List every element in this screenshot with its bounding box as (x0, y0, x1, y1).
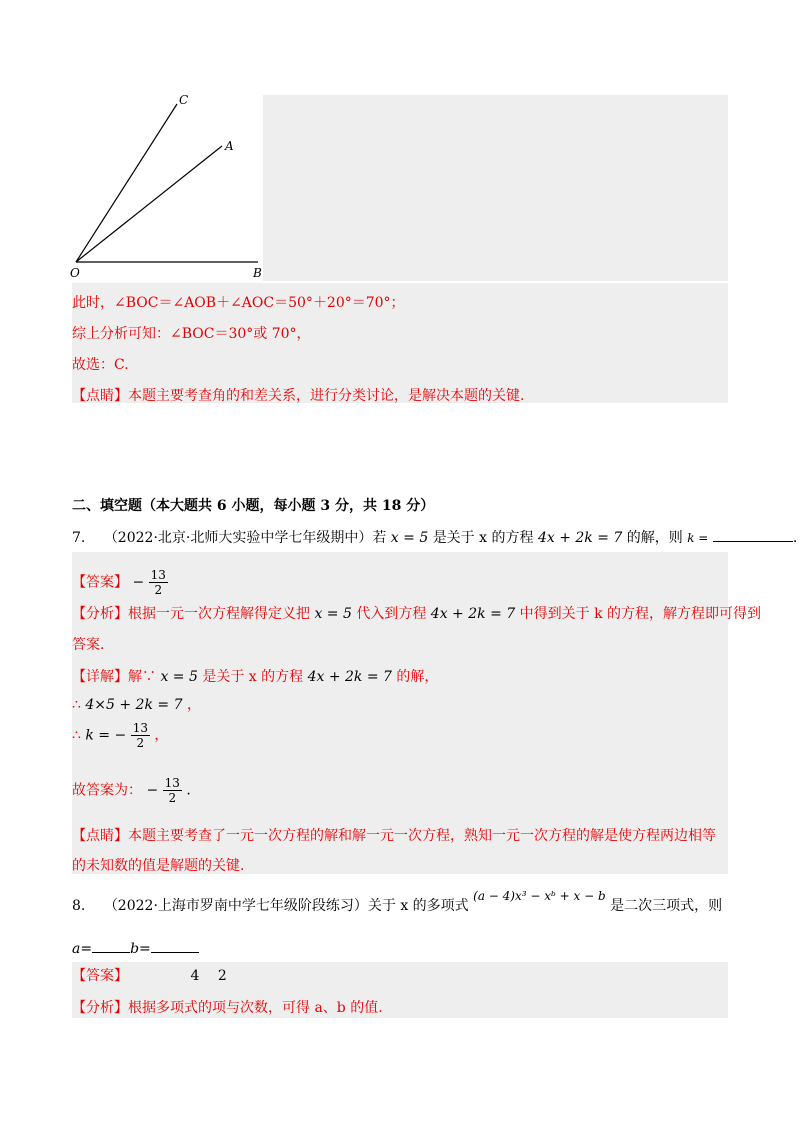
xiangjie-eq: 4x + 2k = 7 (307, 669, 392, 685)
therefore-symbol: ∴ (72, 727, 81, 744)
fenxi-text-b: 代入到方程 (356, 606, 427, 622)
final-answer-label: 故答案为： (72, 782, 142, 799)
xiangjie-tag: 【详解】 (72, 669, 128, 685)
q8-answer (72, 966, 227, 986)
q6-line1: 此时，∠BOC＝∠AOB＋∠AOC＝50°＋20°＝70°； (72, 295, 405, 311)
q7-fenxi-1 (72, 604, 761, 624)
fenxi-eq: 4x + 2k = 7 (430, 606, 516, 622)
angle-figure (60, 90, 270, 280)
step1-equation: 4×5 + 2k = 7 (85, 697, 183, 713)
label-o: O (70, 266, 80, 280)
step2-lhs: k = − (85, 727, 127, 744)
answer-fraction (149, 568, 168, 597)
dianjing-text-1: 本题主要考查了一元一次方程的解和解一元一次方程，熟知一元一次方程的解是使方程两边相等 (128, 828, 716, 844)
section-heading: 二、填空题（本大题共 6 小题，每小题 3 分，共 18 分） (72, 498, 435, 514)
ray-oa (76, 146, 222, 262)
q7-dianjing-2: 的未知数的值是解题的关键. (72, 858, 245, 874)
xiangjie-text-a: 解∵ (128, 669, 156, 685)
answer-tag: 【答案】 (72, 574, 128, 591)
fenxi-text-a: 根据一元一次方程解得定义把 (128, 606, 310, 622)
angle-diagram (60, 90, 270, 280)
q6-dianjing (72, 386, 524, 406)
q7-eq-main: 4x + 2k = 7 (537, 530, 623, 546)
q7-number: 7. (72, 530, 86, 546)
q6-line3: 故选：C. (72, 357, 129, 373)
step1-end: ， (186, 697, 201, 713)
final-sign: − (146, 782, 159, 799)
fraction-numerator: 13 (132, 721, 148, 735)
step2-fraction (131, 721, 150, 750)
q8-b-blank[interactable] (151, 938, 199, 953)
q8-tail: 是二次三项式，则 (610, 898, 723, 914)
final-end: . (186, 782, 191, 799)
fraction-denominator: 2 (154, 583, 163, 597)
fenxi-tag: 【分析】 (72, 606, 128, 622)
dianjing-text: 本题主要考查角的和差关系，进行分类讨论，是解决本题的关键. (128, 388, 525, 404)
q8-stem (72, 889, 723, 916)
q8-a-label: a= (72, 941, 93, 957)
q7-step1 (72, 695, 201, 715)
step2-end: ， (154, 727, 169, 744)
q7-answer-blank[interactable] (713, 527, 793, 542)
q8-fenxi (72, 998, 383, 1018)
answer-panel-q6 (263, 95, 728, 281)
q7-xiangjie (72, 667, 438, 687)
label-b: B (253, 266, 262, 280)
q7-dianjing-1 (72, 826, 716, 846)
xiangjie-text-b: 是关于 x 的方程 (202, 669, 304, 685)
q8-number: 8. (72, 898, 86, 914)
final-fraction (163, 776, 182, 805)
ray-oc (76, 104, 177, 262)
q8-source: （2022·上海市罗南中学七年级阶段练习）关于 x 的多项式 (103, 898, 469, 914)
label-c: C (179, 93, 189, 107)
answer-value-b: 2 (217, 968, 227, 984)
therefore-symbol: ∴ (72, 697, 81, 713)
q7-source: （2022·北京·北师大实验中学七年级期中）若 (103, 530, 387, 546)
answer-value-a: 4 (190, 968, 200, 984)
q7-answer (72, 568, 168, 597)
fenxi-eq-x: x = 5 (314, 606, 352, 622)
q7-k-eq: k = (687, 531, 709, 545)
q8-a-blank[interactable] (92, 938, 130, 953)
q8-ab (72, 938, 199, 959)
answer-tag: 【答案】 (72, 968, 128, 984)
q8-polynomial: (a − 4)x³ − xᵇ + x − b (473, 889, 606, 903)
xiangjie-text-c: 的解， (396, 669, 439, 685)
q7-fenxi-2: 答案. (72, 637, 105, 653)
q6-line2: 综上分析可知：∠BOC＝30°或 70°， (72, 326, 311, 342)
q7-stem: 7. （2022·北京·北师大实验中学七年级期中）若 x = 5 是关于 x 的方程 4x + 2k = 7 的解，则 k = . (72, 527, 797, 548)
q7-tail: 的解，则 (626, 530, 683, 546)
dianjing-tag: 【点睛】 (72, 388, 128, 404)
q7-eq-x: x = 5 (390, 530, 429, 546)
fraction-numerator: 13 (164, 776, 180, 790)
fraction-numerator: 13 (150, 568, 166, 582)
q7-mid: 是关于 x 的方程 (432, 530, 534, 546)
dianjing-tag: 【点睛】 (72, 828, 128, 844)
answer-sign: − (132, 574, 145, 591)
fenxi-text: 根据多项式的项与次数，可得 a、b 的值. (128, 1000, 383, 1016)
q8-b-label: b= (130, 941, 151, 957)
q7-step2 (72, 721, 168, 750)
fenxi-tag: 【分析】 (72, 1000, 128, 1016)
xiangjie-eq-x: x = 5 (160, 669, 198, 685)
label-a: A (225, 139, 234, 153)
fraction-denominator: 2 (136, 736, 145, 750)
fenxi-text-c: 中得到关于 k 的方程，解方程即可得到 (519, 606, 762, 622)
q7-final (72, 776, 191, 805)
fraction-denominator: 2 (168, 791, 177, 805)
